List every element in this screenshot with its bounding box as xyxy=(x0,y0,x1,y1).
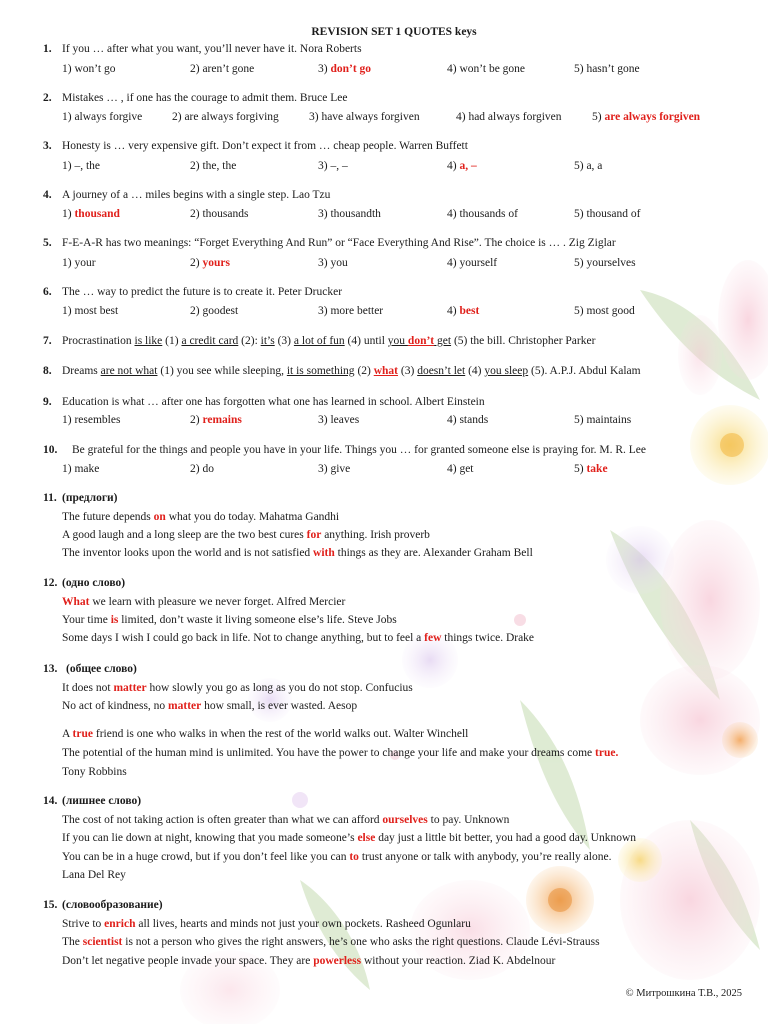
answer-highlight: take xyxy=(586,463,608,475)
option-1: 1) most best xyxy=(62,305,119,317)
answer-highlight: true. xyxy=(595,747,619,759)
option-2: 2) do xyxy=(190,463,214,475)
question-text: Mistakes … , if one has the courage to admit them. Bruce Lee xyxy=(62,92,348,104)
question-number: 13. xyxy=(43,663,58,675)
option-5: 5) thousand of xyxy=(574,208,641,220)
answer-highlight: is xyxy=(110,614,119,626)
answer-highlight: matter xyxy=(168,700,202,712)
question-number: 9. xyxy=(43,396,52,408)
question-number: 7. xyxy=(43,335,52,347)
option-1: 1) always forgive xyxy=(62,111,143,123)
section-heading: (предлоги) xyxy=(62,492,118,504)
question-number: 14. xyxy=(43,795,58,807)
question-number: 11. xyxy=(43,492,57,504)
option-1: 1) thousand xyxy=(62,208,120,220)
option-3: 3) thousandth xyxy=(318,208,381,220)
option-3: 3) –, – xyxy=(318,160,348,172)
option-4: 4) stands xyxy=(447,414,489,426)
option-5: 5) yourselves xyxy=(574,257,636,269)
answer-highlight: a, – xyxy=(459,160,477,172)
answer-highlight: don’t go xyxy=(330,63,372,75)
option-5: 5) take xyxy=(574,463,608,475)
option-4: 4) won’t be gone xyxy=(447,63,526,75)
section-heading: (словообразование) xyxy=(62,899,163,911)
answer-highlight: are always forgiven xyxy=(604,111,701,123)
answer-highlight: enrich xyxy=(104,918,136,930)
option-2: 2) remains xyxy=(190,414,242,426)
question-number: 5. xyxy=(43,237,52,249)
quote-author: Lana Del Rey xyxy=(62,869,126,881)
answer-highlight: don’t xyxy=(407,335,435,347)
option-3: 3) you xyxy=(318,257,348,269)
quote-line: Don’t let negative people invade your space. They are powerless without your reaction. Ziad K. Abdelnour xyxy=(62,955,556,967)
answer-highlight: yours xyxy=(202,257,230,269)
answer-highlight: powerless xyxy=(313,955,362,967)
option-5: 5) are always forgiven xyxy=(592,111,701,123)
option-5: 5) a, a xyxy=(574,160,603,172)
question-text: Procrastination is like (1) a credit card (2): it’s (3) a lot of fun (4) until you don’t get (5) the bill. Christopher Parker xyxy=(62,335,596,347)
question-text: A journey of a … miles begins with a single step. Lao Tzu xyxy=(62,189,331,201)
quote-line: No act of kindness, no matter how small, is ever wasted. Aesop xyxy=(62,700,358,712)
option-1: 1) won’t go xyxy=(62,63,116,75)
option-2: 2) are always forgiving xyxy=(172,111,279,123)
option-1: 1) your xyxy=(62,257,96,269)
option-4: 4) best xyxy=(447,305,480,317)
option-4: 4) a, – xyxy=(447,160,477,172)
quote-line: Your time is limited, don’t waste it living someone else’s life. Steve Jobs xyxy=(62,614,397,626)
quote-line: The potential of the human mind is unlimited. You have the power to change your life and make your dreams come true. xyxy=(62,747,619,759)
answer-highlight: matter xyxy=(113,682,147,694)
question-text: Dreams are not what (1) you see while sleeping, it is something (2) what (3) doesn’t let (4) you sleep (5). A.P.J. Abdul Kalam xyxy=(62,365,641,377)
answer-highlight: What xyxy=(62,596,90,608)
option-2: 2) thousands xyxy=(190,208,249,220)
answer-highlight: with xyxy=(313,547,335,559)
option-3: 3) give xyxy=(318,463,351,475)
question-text: The … way to predict the future is to create it. Peter Drucker xyxy=(62,286,343,298)
option-3: 3) leaves xyxy=(318,414,360,426)
option-1: 1) –, the xyxy=(62,160,101,172)
option-5: 5) most good xyxy=(574,305,635,317)
option-3: 3) don’t go xyxy=(318,63,372,75)
answer-highlight: for xyxy=(306,529,322,541)
answer-highlight: to xyxy=(349,851,359,863)
option-4: 4) yourself xyxy=(447,257,498,269)
question-text: F-E-A-R has two meanings: “Forget Everything And Run” or “Face Everything And Rise”. The choice is … . Zig Ziglar xyxy=(62,237,616,249)
option-3: 3) more better xyxy=(318,305,384,317)
quote-author: Tony Robbins xyxy=(62,766,127,778)
option-1: 1) make xyxy=(62,463,100,475)
quote-line: If you can lie down at night, knowing that you made someone’s else day just a little bit better, you had a good day. Unknown xyxy=(62,832,637,844)
option-1: 1) resembles xyxy=(62,414,121,426)
question-text: Be grateful for the things and people you have in your life. Things you … for granted someone else is praying for. M. R. Lee xyxy=(72,444,647,456)
quote-line: A true friend is one who walks in when the rest of the world walks out. Walter Winchell xyxy=(62,728,469,740)
answer-highlight: remains xyxy=(202,414,242,426)
quote-line: The future depends on what you do today. Mahatma Gandhi xyxy=(62,511,340,523)
quote-line: The cost of not taking action is often greater than what we can afford ourselves to pay. Unknown xyxy=(62,814,510,826)
page-title: REVISION SET 1 QUOTES keys xyxy=(311,26,477,38)
question-text: If you … after what you want, you’ll never have it. Nora Roberts xyxy=(62,43,362,55)
quote-line: A good laugh and a long sleep are the two best cures for anything. Irish proverb xyxy=(62,529,430,541)
option-4: 4) had always forgiven xyxy=(456,111,562,123)
answer-highlight: ourselves xyxy=(382,814,428,826)
copyright-footer: © Митрошкина Т.В., 2025 xyxy=(625,988,742,999)
answer-highlight: else xyxy=(357,832,376,844)
answer-highlight: on xyxy=(153,511,166,523)
section-heading: (одно слово) xyxy=(62,577,126,589)
question-number: 3. xyxy=(43,140,52,152)
quote-line: What we learn with pleasure we never forget. Alfred Mercier xyxy=(62,596,346,608)
option-4: 4) get xyxy=(447,463,474,475)
quote-line: You can be in a huge crowd, but if you don’t feel like you can to trust anyone or talk with anybody, you’re really alone. xyxy=(62,851,612,863)
quote-line: Some days I wish I could go back in life. Not to change anything, but to feel a few things twice. Drake xyxy=(62,632,535,644)
question-text: Education is what … after one has forgotten what one has learned in school. Albert Einstein xyxy=(62,396,485,408)
question-number: 12. xyxy=(43,577,58,589)
quote-line: Strive to enrich all lives, hearts and minds not just your own pockets. Rasheed Ogunlaru xyxy=(62,918,471,930)
quote-line: The scientist is not a person who gives the right answers, he’s one who asks the right questions. Claude Lévi-Strauss xyxy=(62,936,600,948)
option-5: 5) maintains xyxy=(574,414,632,426)
answer-highlight: what xyxy=(373,365,399,377)
question-number: 4. xyxy=(43,189,52,201)
question-number: 15. xyxy=(43,899,58,911)
answer-highlight: best xyxy=(459,305,480,317)
answer-highlight: thousand xyxy=(74,208,120,220)
option-2: 2) aren’t gone xyxy=(190,63,255,75)
question-number: 6. xyxy=(43,286,52,298)
answer-highlight: true xyxy=(72,728,93,740)
option-2: 2) the, the xyxy=(190,160,237,172)
question-number: 10. xyxy=(43,444,58,456)
answer-highlight: few xyxy=(424,632,442,644)
quote-line: The inventor looks upon the world and is not satisfied with things as they are. Alexander Graham Bell xyxy=(62,547,533,559)
option-4: 4) thousands of xyxy=(447,208,518,220)
quote-line: It does not matter how slowly you go as long as you do not stop. Confucius xyxy=(62,682,413,694)
option-2: 2) yours xyxy=(190,257,230,269)
section-heading: (лишнее слово) xyxy=(62,795,142,807)
option-5: 5) hasn’t gone xyxy=(574,63,640,75)
question-text: Honesty is … very expensive gift. Don’t expect it from … cheap people. Warren Buffett xyxy=(62,140,468,152)
option-3: 3) have always forgiven xyxy=(309,111,420,123)
section-heading: (общее слово) xyxy=(66,663,137,675)
question-number: 8. xyxy=(43,365,52,377)
option-2: 2) goodest xyxy=(190,305,239,317)
question-number: 2. xyxy=(43,92,52,104)
question-number: 1. xyxy=(43,43,52,55)
answer-highlight: scientist xyxy=(82,936,123,948)
